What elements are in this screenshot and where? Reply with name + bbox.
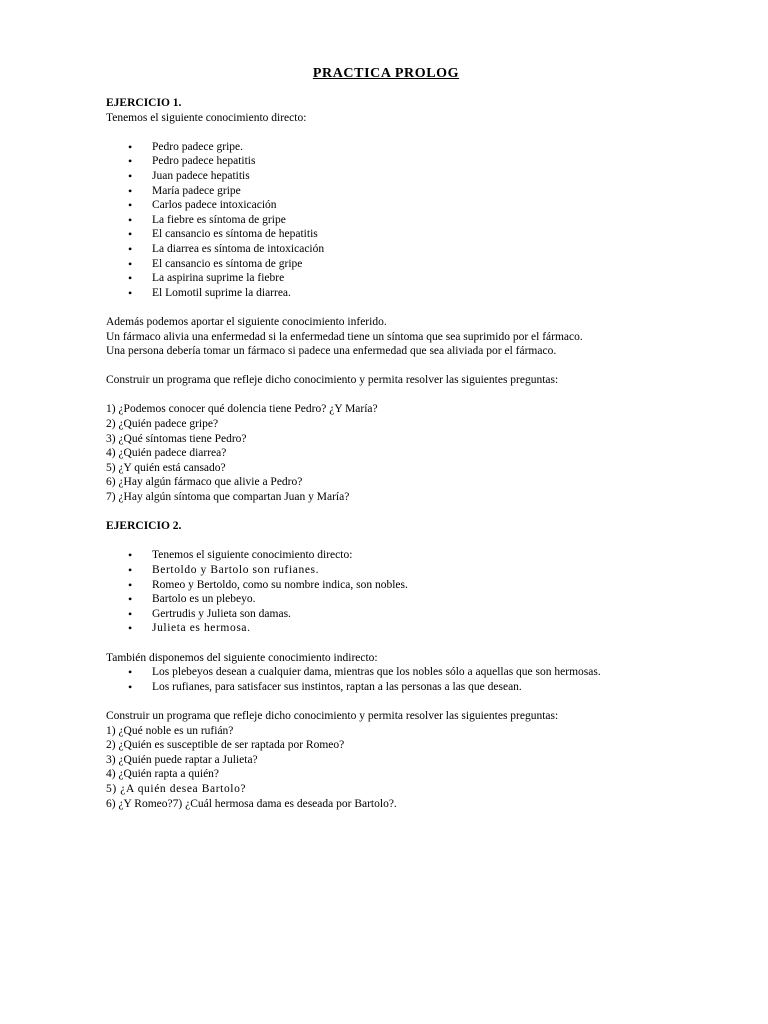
document-page bbox=[106, 66, 666, 811]
question-item: 1) ¿Qué noble es un rufián? bbox=[106, 724, 234, 737]
list-item: • Pedro padece hepatitis bbox=[106, 154, 666, 169]
list-item: • La fiebre es síntoma de gripe bbox=[106, 213, 666, 228]
list-item: • La aspirina suprime la fiebre bbox=[106, 271, 666, 286]
exercise-2-questions bbox=[106, 724, 666, 812]
exercise-1-inferred bbox=[106, 315, 666, 359]
list-item: • Los plebeyos desean a cualquier dama, mientras que los nobles sólo a aquellas que son hermosas. bbox=[106, 665, 666, 680]
question-item: 5) ¿A quién desea Bartolo? bbox=[106, 782, 247, 795]
question-item: 3) ¿Qué síntomas tiene Pedro? bbox=[106, 432, 247, 445]
question-item: 6) ¿Hay algún fármaco que alivie a Pedro? bbox=[106, 476, 303, 489]
exercise-2-indirect-list bbox=[106, 665, 666, 694]
list-item: • Bertoldo y Bartolo son rufianes. bbox=[106, 563, 666, 578]
question-item: 3) ¿Quién puede raptar a Julieta? bbox=[106, 753, 258, 766]
list-item: • Bartolo es un plebeyo. bbox=[106, 592, 666, 607]
exercise-2-indirect-intro: También disponemos del siguiente conocimiento indirecto: bbox=[106, 651, 378, 664]
exercise-1-questions bbox=[106, 402, 666, 504]
question-item: 7) ¿Hay algún síntoma que compartan Juan y María? bbox=[106, 491, 350, 504]
question-item: 2) ¿Quién padece gripe? bbox=[106, 418, 219, 431]
inferred-line: Un fármaco alivia una enfermedad si la enfermedad tiene un síntoma que sea suprimido por el fármaco. bbox=[106, 330, 583, 343]
exercise-2-task: Construir un programa que refleje dicho conocimiento y permita resolver las siguientes preguntas: bbox=[106, 709, 559, 722]
list-item: • Tenemos el siguiente conocimiento directo: bbox=[106, 548, 666, 563]
list-item: • El cansancio es síntoma de hepatitis bbox=[106, 227, 666, 242]
exercise-2 bbox=[106, 519, 666, 811]
list-item: • La diarrea es síntoma de intoxicación bbox=[106, 242, 666, 257]
list-item: • Julieta es hermosa. bbox=[106, 621, 666, 636]
exercise-2-heading: EJERCICIO 2. bbox=[106, 520, 182, 533]
question-item: 4) ¿Quién rapta a quién? bbox=[106, 768, 220, 781]
question-item: 2) ¿Quién es susceptible de ser raptada por Romeo? bbox=[106, 739, 345, 752]
exercise-1-intro: Tenemos el siguiente conocimiento directo: bbox=[106, 111, 307, 124]
list-item: • Gertrudis y Julieta son damas. bbox=[106, 607, 666, 622]
exercise-2-facts-list bbox=[106, 548, 666, 636]
list-item: • El Lomotil suprime la diarrea. bbox=[106, 286, 666, 301]
list-item: • Juan padece hepatitis bbox=[106, 169, 666, 184]
inferred-line: Además podemos aportar el siguiente conocimiento inferido. bbox=[106, 315, 387, 328]
question-item: 6) ¿Y Romeo?7) ¿Cuál hermosa dama es deseada por Bartolo?. bbox=[106, 797, 397, 810]
list-item: • Carlos padece intoxicación bbox=[106, 198, 666, 213]
question-item: 1) ¿Podemos conocer qué dolencia tiene Pedro? ¿Y María? bbox=[106, 403, 378, 416]
list-item: • Romeo y Bertoldo, como su nombre indica, son nobles. bbox=[106, 578, 666, 593]
list-item: • María padece gripe bbox=[106, 184, 666, 199]
exercise-1 bbox=[106, 96, 666, 505]
exercise-1-heading: EJERCICIO 1. bbox=[106, 97, 182, 109]
question-item: 4) ¿Quién padece diarrea? bbox=[106, 447, 227, 460]
list-item: • Pedro padece gripe. bbox=[106, 140, 666, 155]
page-title: PRACTICA PROLOG bbox=[312, 66, 460, 81]
list-item: • Los rufianes, para satisfacer sus instintos, raptan a las personas a las que desean. bbox=[106, 680, 666, 695]
inferred-line: Una persona debería tomar un fármaco si padece una enfermedad que sea aliviada por el fármaco. bbox=[106, 345, 557, 358]
question-item: 5) ¿Y quién está cansado? bbox=[106, 461, 226, 474]
exercise-1-task: Construir un programa que refleje dicho conocimiento y permita resolver las siguientes preguntas: bbox=[106, 374, 559, 387]
exercise-1-facts-list bbox=[106, 140, 666, 301]
list-item: • El cansancio es síntoma de gripe bbox=[106, 257, 666, 272]
